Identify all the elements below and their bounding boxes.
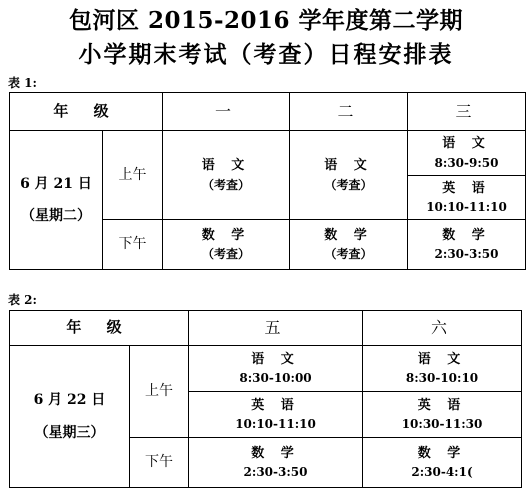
note-text: （考查） — [202, 177, 251, 192]
time-text: 2:30-4:1( — [411, 465, 473, 480]
grade-header: 年 级 — [10, 311, 189, 346]
note-text: （考查） — [202, 247, 251, 262]
grade-header: 年 级 — [10, 93, 163, 131]
pm-grade2-cell — [290, 220, 408, 270]
grade-col-2: 二 — [290, 93, 408, 131]
afternoon-label: 下午 — [103, 220, 163, 270]
subject-text: 英 语 — [442, 180, 491, 196]
weekday-text: （星期三） — [34, 424, 105, 441]
pm-grade1-cell — [163, 220, 290, 270]
am-grade2-cell — [290, 131, 408, 220]
subject-text: 语 文 — [324, 158, 373, 174]
subject-text: 数 学 — [417, 445, 467, 461]
document-title-line1: 包河区 2015-2016 学年度第二学期 — [68, 7, 464, 34]
subject-text: 语 文 — [251, 351, 300, 367]
am-grade1-cell — [163, 131, 290, 220]
time-text: 2:30-3:50 — [434, 247, 499, 262]
table1-label: 表 1: — [8, 76, 37, 90]
pm-grade3-cell — [408, 220, 526, 270]
note-text: （考查） — [324, 247, 373, 262]
am-grade3-cell-a — [408, 131, 526, 176]
time-text: 8:30-10:00 — [239, 371, 312, 386]
time-text: 10:10-11:10 — [426, 200, 507, 215]
morning-label: 上午 — [130, 346, 189, 438]
document-title-line2: 小学期末考试（考查）日程安排表 — [78, 41, 454, 68]
subject-text: 英 语 — [251, 397, 300, 413]
subject-text: 英 语 — [417, 397, 467, 413]
date-text: 6 月 22 日 — [33, 392, 106, 409]
pm-grade5-cell — [189, 438, 363, 488]
am-grade5-cell-a — [189, 346, 363, 392]
time-text: 8:30-9:50 — [434, 155, 499, 170]
schedule-table-2 — [9, 310, 522, 488]
pm-grade6-cell — [363, 438, 522, 488]
schedule-table-1 — [9, 92, 526, 270]
subject-text: 语 文 — [417, 351, 467, 367]
date-cell — [10, 131, 103, 270]
grade-col-6: 六 — [363, 311, 522, 346]
grade-col-5: 五 — [189, 311, 363, 346]
am-grade6-cell-a — [363, 346, 522, 392]
am-grade3-cell-b — [408, 176, 526, 220]
time-text: 10:10-11:10 — [235, 417, 316, 432]
date-cell — [10, 346, 130, 488]
am-grade5-cell-b — [189, 392, 363, 438]
date-text: 6 月 21 日 — [20, 175, 92, 192]
afternoon-label: 下午 — [130, 438, 189, 488]
note-text: （考查） — [324, 177, 373, 192]
weekday-text: （星期二） — [21, 208, 91, 224]
morning-label: 上午 — [103, 131, 163, 220]
subject-text: 语 文 — [442, 136, 491, 152]
time-text: 8:30-10:10 — [405, 371, 479, 386]
grade-col-3: 三 — [408, 93, 526, 131]
time-text: 10:30-11:30 — [401, 417, 483, 432]
subject-text: 数 学 — [201, 227, 251, 243]
am-grade6-cell-b — [363, 392, 522, 438]
subject-text: 数 学 — [442, 227, 491, 243]
subject-text: 语 文 — [201, 158, 251, 174]
subject-text: 数 学 — [251, 445, 300, 461]
table2-label: 表 2: — [8, 293, 37, 307]
subject-text: 数 学 — [324, 227, 373, 243]
time-text: 2:30-3:50 — [243, 465, 308, 480]
grade-col-1: 一 — [163, 93, 290, 131]
